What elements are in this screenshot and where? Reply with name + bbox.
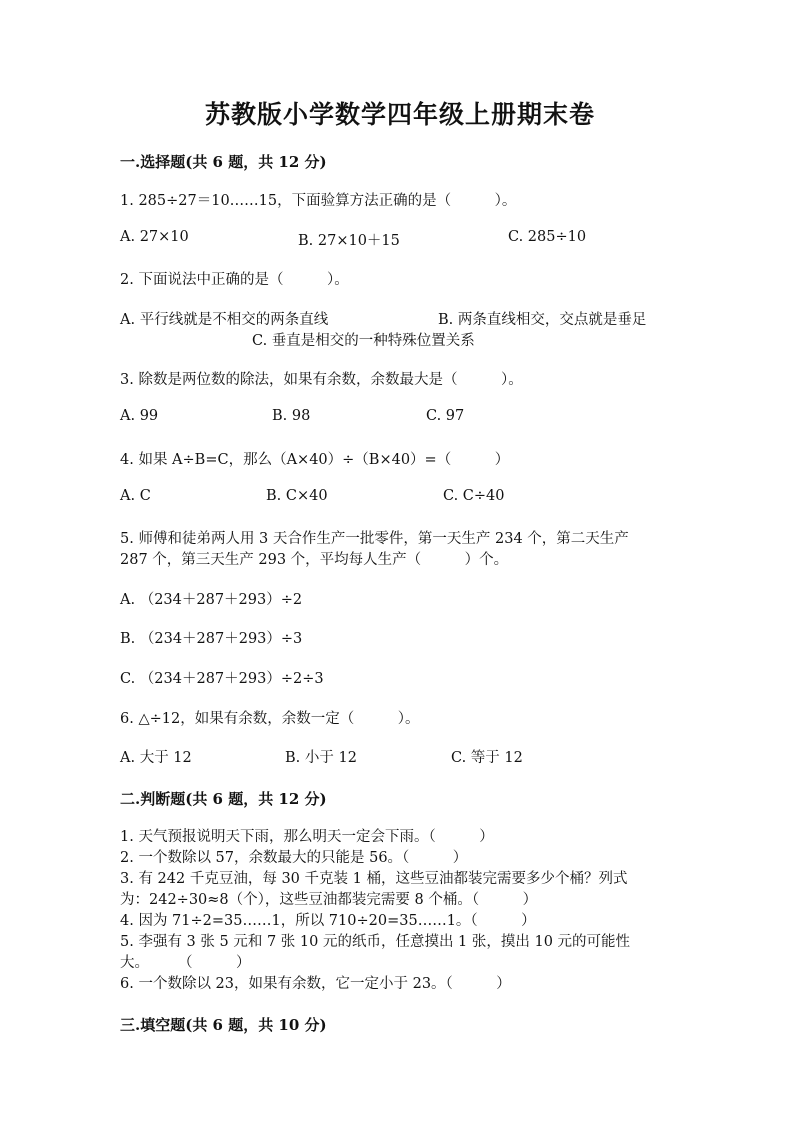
option-c: C. 垂直是相交的一种特殊位置关系 xyxy=(252,333,475,349)
section-heading-fill-in: 三.填空题(共 6 题，共 10 分) xyxy=(120,1016,327,1034)
option-b: B. C×40 xyxy=(266,488,328,504)
judgement-line: 1. 天气预报说明天下雨，那么明天一定会下雨。（ ） xyxy=(120,829,494,845)
option-a: A. C xyxy=(120,488,151,504)
question-stem: 2. 下面说法中正确的是（ ）。 xyxy=(120,272,349,288)
judgement-line: 为：242÷30≈8（个），这些豆油都装完需要 8 个桶。（ ） xyxy=(120,892,538,908)
judgement-line: 3. 有 242 千克豆油，每 30 千克装 1 桶，这些豆油都装完需要多少个桶？列式 xyxy=(120,871,628,887)
option-b: B. 27×10＋15 xyxy=(298,233,400,249)
question-stem: 5. 师傅和徒弟两人用 3 天合作生产一批零件，第一天生产 234 个，第二天生产 xyxy=(120,531,629,547)
question-stem-continued: 287 个，第三天生产 293 个，平均每人生产（ ）个。 xyxy=(120,552,509,568)
option-b: B. （234＋287＋293）÷3 xyxy=(120,631,303,647)
judgement-line: 4. 因为 71÷2=35……1，所以 710÷20=35……1。（ ） xyxy=(120,913,536,929)
exam-title: 苏教版小学数学四年级上册期末卷 xyxy=(204,100,595,129)
option-c: C. 等于 12 xyxy=(451,750,523,766)
judgement-line: 5. 李强有 3 张 5 元和 7 张 10 元的纸币，任意摸出 1 张，摸出 10 元的可能性 xyxy=(120,934,631,950)
option-c: C. 97 xyxy=(426,408,465,424)
question-stem: 4. 如果 A÷B=C，那么（A×40）÷（B×40）=（ ） xyxy=(120,452,510,468)
judgement-line: 6. 一个数除以 23，如果有余数，它一定小于 23。（ ） xyxy=(120,976,511,992)
judgement-line: 2. 一个数除以 57，余数最大的只能是 56。（ ） xyxy=(120,850,468,866)
option-a: A. 27×10 xyxy=(120,229,189,245)
option-a: A. 平行线就是不相交的两条直线 xyxy=(120,312,329,328)
option-a: A. 大于 12 xyxy=(120,750,192,766)
option-b: B. 98 xyxy=(272,408,311,424)
section-heading-choice: 一.选择题(共 6 题，共 12 分) xyxy=(120,153,327,171)
option-a: A. 99 xyxy=(120,408,159,424)
judgement-line: 大。 （ ） xyxy=(120,955,251,971)
question-stem: 3. 除数是两位数的除法，如果有余数，余数最大是（ ）。 xyxy=(120,372,523,388)
option-c: C. C÷40 xyxy=(443,488,505,504)
option-b: B. 小于 12 xyxy=(285,750,357,766)
question-stem: 1. 285÷27＝10……15，下面验算方法正确的是（ ）。 xyxy=(120,193,517,209)
question-stem: 6. △÷12，如果有余数，余数一定（ ）。 xyxy=(120,711,420,727)
option-c: C. （234＋287＋293）÷2÷3 xyxy=(120,671,324,687)
option-b: B. 两条直线相交，交点就是垂足 xyxy=(438,312,647,328)
option-c: C. 285÷10 xyxy=(508,229,587,245)
section-heading-judgement: 二.判断题(共 6 题，共 12 分) xyxy=(120,790,327,808)
option-a: A. （234＋287＋293）÷2 xyxy=(120,592,303,608)
